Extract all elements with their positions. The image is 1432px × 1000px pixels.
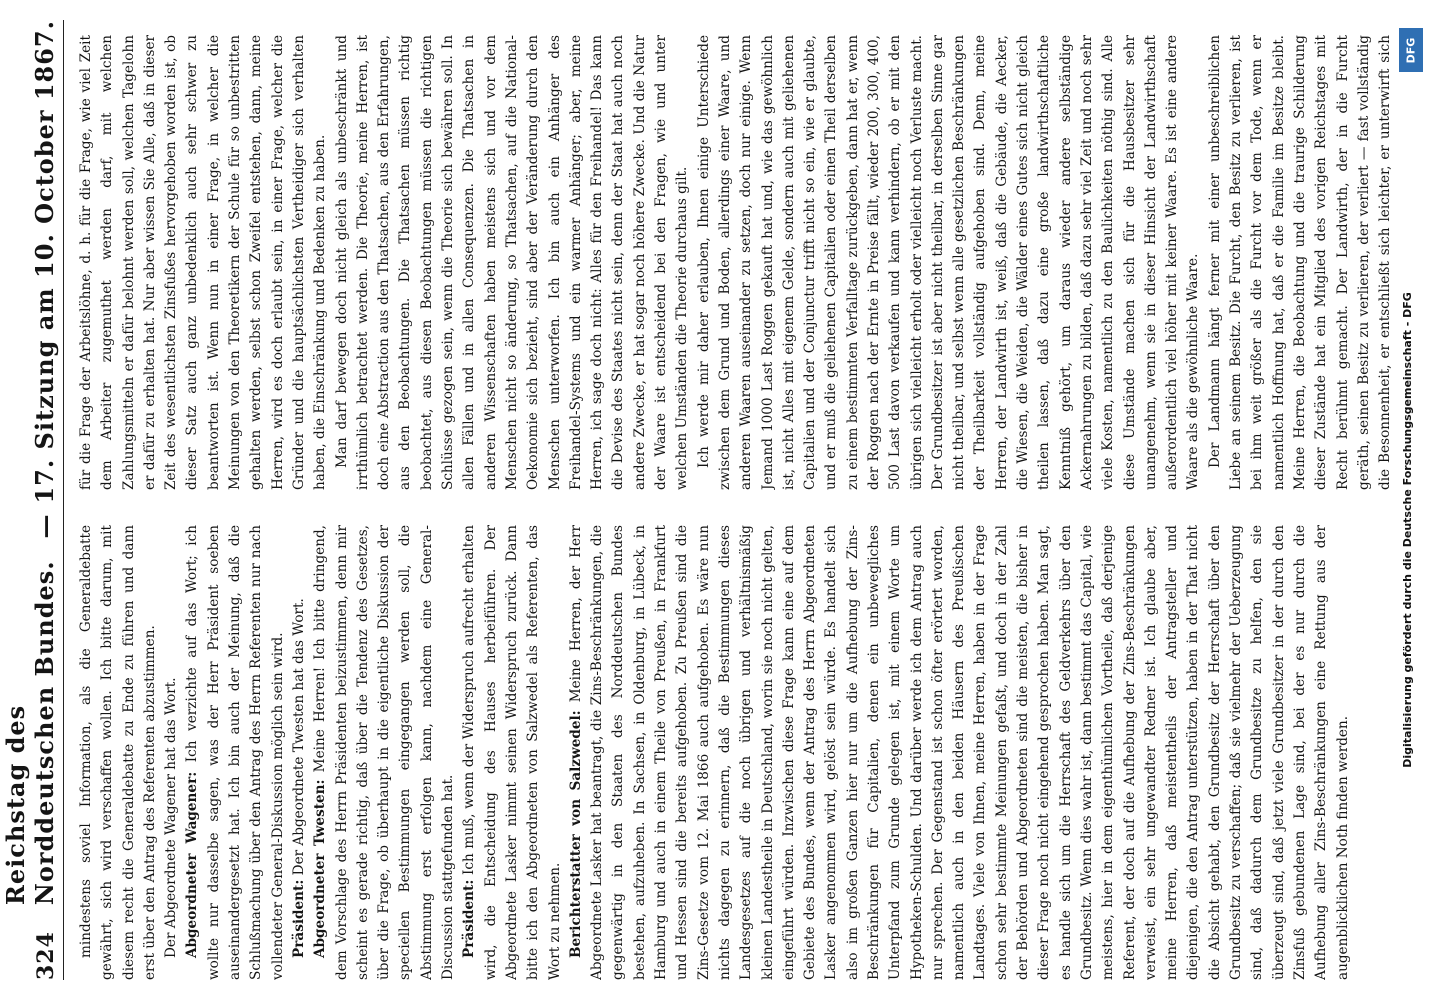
paragraph-text: Ich werde mir daher erlauben, Ihnen einige Unterschiede zwischen dem Grund und Boden, allerdings einer Waare, und anderen Waaren auseinander zu setzen, doch nur einige. Wenn Jemand 1000 Last Roggen gekauft hat und, wie das gewöhnlich ist, nicht Alles mit eigenem Gelde, sondern auch mit geliehenen Capitalien und der Conjunctur trifft nicht so ein, wie er glaubte, und er muß die geliehenen Capitalien oder einen Theil derselben zu einem bestimmten Verfalltage zurückgeben, dann hat er, wenn der Roggen nach der Ernte in Preise fällt, wieder 200, 300, 400, 500 Last davon verkaufen und kann verhindern, ob er mit den übrigen sich vielleicht erholt oder vielleicht noch Verluste macht. Der Grundbesitzer ist aber nicht theilbar, in derselben Sinne gar nicht theilbar, und selbst wenn alle gesetzlichen Beschränkungen der Theilbarkeit vollständig aufgehoben sind. Denn, meine Herren, der Landwirth ist, weiß, daß die Gebäude, die Aecker, die Wiesen, die Weiden, die Wälder eines Gutes sich nicht gleich theilen lassen, daß dazu eine große landwirthschaftliche Kenntniß gehört, um daraus wieder andere selbständige Ackernahrungen zu bilden, daß dazu sehr viel Zeit und noch sehr viele Kosten, namentlich zu den Baulichkeiten nöthig sind. Alle diese Umstände machen sich für die Hausbesitzer sehr unangenehm, wenn sie in dieser Hinsicht der Landwirthschaft außerordentlich viel höher mit keiner Waare. Es ist eine andere Waare als die gewöhnliche Waare.: [695, 35, 1202, 490]
page-header: [1, 20, 64, 980]
paragraph: [694, 35, 1205, 490]
header-dash: —: [30, 513, 59, 539]
rotated-document-page: [1, 20, 1405, 980]
paragraph-text: für die Frage der Arbeitslöhne, d. h. für die Frage, wie viel Zeit dem Arbeiter zugemuthet werden darf, mit welchen Zahlungsmitteln er dafür belohnt werden soll, welchen Tagelohn er dafür zu erhalten hat. Nur aber wissen Sie Alle, daß in dieser Zeit des wesentlichsten Zinsfußes hervorgehoben worden ist, ob dieser Satz auch ganz unbedenklich auch sehr schwer zu beantworten ist. Wenn nun in einer Frage, in welcher die Meinungen von den Theoretikern der Schule für so unbestritten gehalten werden, selbst schon Zweifel entstehen, dann, meine Herren, wird es doch erlaubt sein, in einer Frage, welcher die Gründer und die hauptsächlichsten Vertheidiger sich verhalten haben, die Einschränkung und Bedenken zu haben.: [78, 35, 329, 490]
dfg-logo: DFG: [1399, 28, 1423, 72]
paragraph: [76, 525, 161, 980]
paragraph-text: Der Abgeordnete Twesten hat das Wort.: [290, 598, 307, 876]
paragraph: [459, 525, 565, 980]
speaker-name: Präsident:: [461, 879, 478, 958]
paragraph: [76, 35, 332, 490]
paragraph-text: Meine Herren, der Herr Abgeordnete Lasker hat beantragt, die Zins-Beschränkungen, die gegenwärtig in den Staaten des Norddeutschen Bundes bestehen, aufzuheben. In Sachsen, in Oldenburg, in Lübeck, in Hamburg und auch in einem Theile von Preußen, in Frankfurt und Hessen sind die bereits aufgehoben. Zu Preußen sind die Zins-Gesetze vom 12. Mai 1866 auch aufgehoben. Es wäre nun nichts dagegen zu erinnern, daß die Bestimmungen dieses Landesgesetzes auf die noch übrigen und verhältnismäßig kleinen Landestheile in Deutschland, worin sie noch nicht gelten, eingeführt würden. Inzwischen diese Frage kann eine auf dem Gebiete des Bundes, wenn der Antrag des Herrn Abgeordneten Lasker angenommen wird, gelöst sein würde. Es handelt sich also im großen Ganzen hier nur um die Aufhebung der Zins-Beschränkungen für Capitalien, denen ein unbewegliches Unterpfand zum Grunde gelegen ist, mit einem Worte um Hypotheken-Schulden. Und darüber werde ich dem Antrag auch nur sprechen. Der Gegenstand ist schon öfter erörtert worden, namentlich auch in den beiden Häusern des Preußischen Landtages. Viele von Ihnen, meine Herren, haben in der Frage schon sehr bestimmte Meinungen gefaßt, und doch in der Zahl der Behörden und Abgeordneten sind die meisten, die bisher in dieser Frage noch nicht eingehend gesprochen haben. Man sagt, es handle sich um die Herrschaft des Geldverkehrs über den Grundbesitz. Wenn dies wahr ist, dann bestimmt das Capital, wie meistens, hier in dem eigenthümlichen Vortheile, daß derjenige Referent, der doch auf die Aufhebung der Zins-Beschränkungen verweist, ein sehr ungewandter Redner ist. Ich glaube aber, meine Herren, daß meistentheils der Antragsteller und diejenigen, die den Antrag unterstützen, haben in der That nicht die Absicht gehabt, den Grundbesitz der Herrschaft über den Grundbesitz zu verschaffen; daß sie vielmehr der Ueberzeugung sind, daß dadurch dem Grundbesitze zu helfen, den sie überzeugt sind, daß jetzt viele Grundbesitzer in der durch den Zinsfuß gebundenen Lage sind, bei der es nur durch die Aufhebung aller Zins-Beschränkungen eine Rettung aus der augenblicklichen Noth finden werden.: [567, 525, 1351, 980]
speaker-name: Berichterstatter von Salzwedel:: [567, 710, 584, 958]
speaker-name: Abgeordneter Wagener:: [184, 771, 201, 958]
paragraph: [1205, 35, 1396, 490]
paragraph-text: mindestens soviel Information, als die Generaldebatte gewährt, sich wird verschaffen wollen. Ich bitte darum, mit diesem recht die Generaldebatte zu Ende zu führen und dann erst über den Antrag des Referenten abzustimmen.: [78, 525, 158, 980]
paragraph-text: Ich verzichte auf das Wort; ich wollte nur dasselbe sagen, was der Herr Präsident soeben auseinandergesetzt hat. Ich bin auch der Meinung, daß die Schlußmachung über den Antrag des Herrn Referenten nur nach vollendeter General-Diskussion möglich sein wird.: [184, 525, 286, 980]
right-column: [76, 35, 1396, 490]
running-title: Reichstag des Norddeutschen Bundes.: [1, 560, 59, 906]
digitization-credit: [1396, 20, 1426, 990]
paragraph: [566, 525, 1354, 980]
paragraph-text: Ich muß, wenn der Widerspruch aufrecht erhalten wird, die Entscheidung des Hauses herbeiführen. Der Abgeordnete Lasker nimmt seinen Widerspruch zurück. Dann bitte ich den Abgeordneten von Salzwedel als Referenten, das Wort zu nehmen.: [461, 525, 563, 980]
speaker-name: Abgeordneter Twesten:: [312, 779, 329, 958]
paragraph: [182, 525, 288, 980]
page-number: 324: [33, 931, 59, 980]
paragraph: [289, 525, 310, 980]
session-title: 17. Sitzung am 10. October 1867.: [30, 20, 59, 504]
speaker-name: Präsident:: [290, 879, 307, 958]
credit-text: Digitalisierung gefördert durch die Deutsche Forschungsgemeinschaft - DFG: [1401, 292, 1414, 768]
paragraph-text: Man darf bewegen doch nicht gleich als unbeschränkt und irrthümlich betrachtet werden. Die Theorie, meine Herren, ist doch eine Abstraction aus den Thatsachen, aus den Erfahrungen, aus den Beobachtungen. Die Thatsachen müssen richtig beobachtet, aus diesen Beobachtungen müssen die richtigen Schlüsse gezogen sein, wenn die Theorie sich bewähren soll. In allen Fällen und in allen Consequenzen. Die Thatsachen in anderen Wissenschaften haben meistens sich und vor dem Menschen nicht so änderung, so Thatsachen, auf die National-Oekonomie sich bezieht, sind aber der Veränderung durch den Menschen unterworfen. Ich bin auch ein Anhänger des Freihandel-Systems und ein warmer Anhänger; aber, meine Herren, ich sage doch nicht: Alles für den Freihandel! Das kann die Devise des Staates nicht sein, denn der Staat hat auch noch andere Zwecke, er hat sogar noch höhere Zwecke. Und die Natur der Waare ist entscheidend bei den Fragen, wie und unter welchen Umständen die Theorie durchaus gilt.: [333, 35, 691, 490]
paragraph: [310, 525, 459, 980]
paragraph-text: Der Abgeordnete Wagener hat das Wort.: [163, 677, 180, 958]
paragraph: [161, 525, 182, 980]
paragraph-text: Meine Herren! Ich bitte dringend, dem Vorschlage des Herrn Präsidenten beizustimmen, denn mir scheint es gerade richtig, daß über die Tendenz des Gesetzes, über die Frage, ob überhaupt in die eigentliche Diskussion der speciellen Bestimmungen eingegangen werden soll, die Abstimmung erst erfolgen kann, nachdem eine General-Discussion stattgefunden hat.: [312, 525, 457, 980]
paragraph-text: Der Landmann hängt ferner mit einer unbeschreiblichen Liebe an seinem Besitz. Die Furcht, den Besitz zu verlieren, ist bei ihm weit größer als die Furcht vor dem Tode, wenn er namentlich Hoffnung hat, daß er die Familie im Besitze bleibt. Meine Herren, die Beobachtung und die traurige Schilderung dieser Zustände hat ein Mitglied des vorigen Reichstages mit Recht berühmt gemacht. Der Landwirth, der in die Furcht geräth, seinen Besitz zu verlieren, der verliert — fast vollständig die Besonnenheit, er entschließt sich leichter, er unterwirft sich: [1206, 35, 1394, 490]
paragraph: [332, 35, 694, 490]
left-column: [76, 525, 1396, 980]
